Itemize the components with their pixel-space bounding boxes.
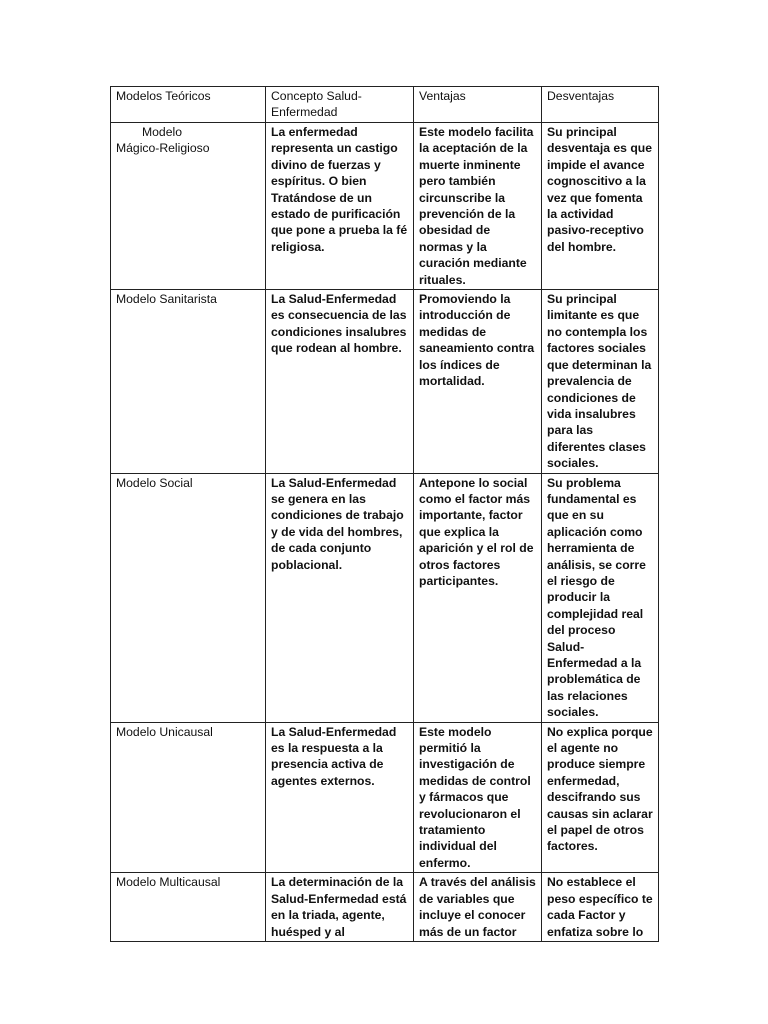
table-row	[111, 473, 659, 722]
concepto-cell: La determinación de la Salud-Enfermedad está en la triada, agente, huésped y al	[266, 873, 414, 942]
ventajas-cell: Antepone lo social como el factor más importante, factor que explica la aparición y el rol de otros factores participantes.	[414, 473, 542, 722]
model-name-cell: Modelo Social	[111, 473, 266, 722]
models-table	[110, 86, 659, 942]
desventajas-cell: No establece el peso específico te cada Factor y enfatiza sobre lo	[542, 873, 659, 942]
table-header-row	[111, 87, 659, 123]
model-name-line: Modelo	[142, 125, 182, 139]
model-name-line: Mágico-Religioso	[116, 141, 210, 156]
table-row	[111, 290, 659, 473]
header-desventajas: Desventajas	[542, 87, 659, 123]
concepto-cell: La Salud-Enfermedad es la respuesta a la presencia activa de agentes externos.	[266, 722, 414, 873]
concepto-cell: La Salud-Enfermedad se genera en las condiciones de trabajo y de vida del hombres, de cada conjunto poblacional.	[266, 473, 414, 722]
model-name-cell: Modelo Sanitarista	[111, 290, 266, 473]
table-row	[111, 123, 659, 290]
model-name-cell	[111, 123, 266, 290]
model-name-cell: Modelo Unicausal	[111, 722, 266, 873]
concepto-cell: La enfermedad representa un castigo divino de fuerzas y espíritus. O bien Tratándose de un estado de purificación que pone a prueba la fé religiosa.	[266, 123, 414, 290]
desventajas-cell: Su principal desventaja es que impide el avance cognoscitivo a la vez que fomenta la actividad pasivo-receptivo del hombre.	[542, 123, 659, 290]
desventajas-cell: Su principal limitante es que no contempla los factores sociales que determinan la prevalencia de condiciones de vida insalubres para las diferentes clases sociales.	[542, 290, 659, 473]
table-row	[111, 873, 659, 942]
header-ventajas: Ventajas	[414, 87, 542, 123]
model-name-cell: Modelo Multicausal	[111, 873, 266, 942]
ventajas-cell: A través del análisis de variables que incluye el conocer más de un factor	[414, 873, 542, 942]
ventajas-cell: Este modelo permitió la investigación de medidas de control y fármacos que revolucionaron el tratamiento individual del enfermo.	[414, 722, 542, 873]
ventajas-cell: Promoviendo la introducción de medidas de saneamiento contra los índices de mortalidad.	[414, 290, 542, 473]
concepto-cell: La Salud-Enfermedad es consecuencia de las condiciones insalubres que rodean al hombre.	[266, 290, 414, 473]
ventajas-cell: Este modelo facilita la aceptación de la muerte inminente pero también circunscribe la prevención de la obesidad de normas y la curación mediante rituales.	[414, 123, 542, 290]
header-modelos-teoricos: Modelos Teóricos	[111, 87, 266, 123]
header-concepto-salud-enfermedad: Concepto Salud-Enfermedad	[266, 87, 414, 123]
desventajas-cell: No explica porque el agente no produce siempre enfermedad, descifrando sus causas sin aclarar el papel de otros factores.	[542, 722, 659, 873]
desventajas-cell: Su problema fundamental es que en su aplicación como herramienta de análisis, se corre el riesgo de producir la complejidad real del proceso Salud-Enfermedad a la problemática de las relaciones sociales.	[542, 473, 659, 722]
table-row	[111, 722, 659, 873]
